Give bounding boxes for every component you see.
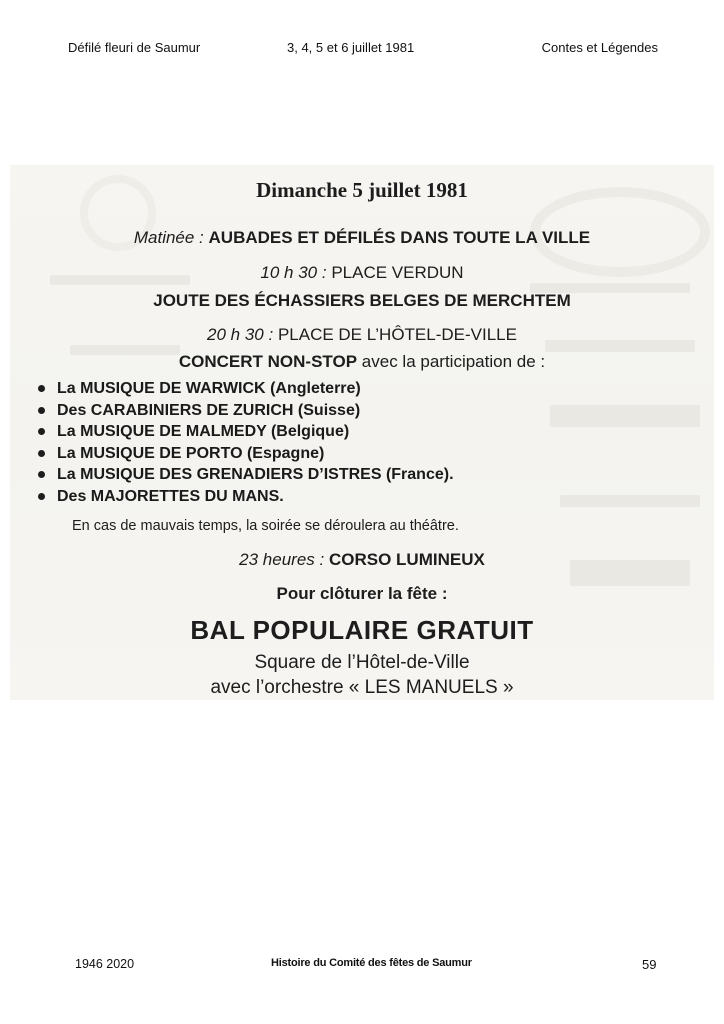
- band-name: Des CARABINIERS DE ZURICH: [57, 401, 294, 419]
- band-country: (Suisse): [297, 401, 361, 419]
- band-country: (Angleterre): [270, 380, 361, 397]
- footer-book-title: Histoire du Comité des fêtes de Saumur: [271, 957, 472, 969]
- page-number: 59: [642, 957, 657, 972]
- concert-title: CONCERT NON-STOP: [178, 352, 358, 371]
- footer-years: 1946 2020: [75, 957, 135, 971]
- event-1-line: [10, 263, 714, 283]
- band-name: La MUSIQUE DE MALMEDY: [57, 423, 267, 440]
- event-1-time: 10 h 30 :: [260, 263, 327, 282]
- matinee-label: Matinée :: [133, 228, 204, 247]
- event-2-line: [10, 325, 714, 345]
- list-item: [38, 486, 454, 508]
- event-1-place: PLACE VERDUN: [331, 263, 464, 282]
- band-name: Des MAJORETTES DU MANS.: [57, 487, 284, 505]
- concert-line: [10, 352, 714, 372]
- list-item: [38, 400, 454, 422]
- list-item: [38, 421, 454, 443]
- concert-participation: avec la participation de :: [361, 352, 546, 371]
- weather-note: En cas de mauvais temps, la soirée se déroulera au théâtre.: [72, 518, 459, 534]
- bullet-icon: [38, 450, 45, 457]
- closing-intro: Pour clôturer la fête :: [276, 584, 448, 603]
- scanned-program-clipping: [10, 165, 714, 700]
- bullet-icon: [38, 385, 45, 392]
- event-1-title: JOUTE DES ÉCHASSIERS BELGES DE MERCHTEM: [153, 291, 571, 310]
- bullet-icon: [38, 493, 45, 500]
- event-2-place: PLACE DE L’HÔTEL-DE-VILLE: [277, 325, 517, 344]
- list-item: [38, 464, 454, 486]
- event-3-time: 23 heures :: [239, 550, 325, 569]
- event-3-line: [10, 550, 714, 570]
- band-country: (Belgique): [270, 423, 350, 440]
- event-2-time: 20 h 30 :: [207, 325, 274, 344]
- ball-orchestra: avec l’orchestre « LES MANUELS »: [210, 677, 514, 698]
- ball-title: BAL POPULAIRE GRATUIT: [190, 615, 534, 645]
- matinee-text: AUBADES ET DÉFILÉS DANS TOUTE LA VILLE: [208, 228, 591, 247]
- bullet-icon: [38, 407, 45, 414]
- bullet-icon: [38, 471, 45, 478]
- matinee-line: [10, 228, 714, 248]
- event-3-title: CORSO LUMINEUX: [328, 550, 485, 569]
- list-item: [38, 378, 454, 400]
- program-date: Dimanche 5 juillet 1981: [256, 178, 468, 202]
- list-item: [38, 443, 454, 465]
- band-name: La MUSIQUE DE PORTO: [57, 444, 243, 462]
- ball-location: Square de l’Hôtel-de-Ville: [254, 652, 470, 673]
- band-country: (Espagne): [246, 444, 325, 462]
- band-list: [38, 378, 454, 507]
- band-name: La MUSIQUE DES GRENADIERS D’ISTRES: [57, 466, 382, 483]
- header-left-title: Défilé fleuri de Saumur: [68, 40, 201, 55]
- header-right-title: Contes et Légendes: [541, 40, 658, 55]
- band-country: (France).: [385, 466, 454, 483]
- header-dates: 3, 4, 5 et 6 juillet 1981: [287, 40, 415, 55]
- band-name: La MUSIQUE DE WARWICK: [57, 380, 266, 397]
- bullet-icon: [38, 428, 45, 435]
